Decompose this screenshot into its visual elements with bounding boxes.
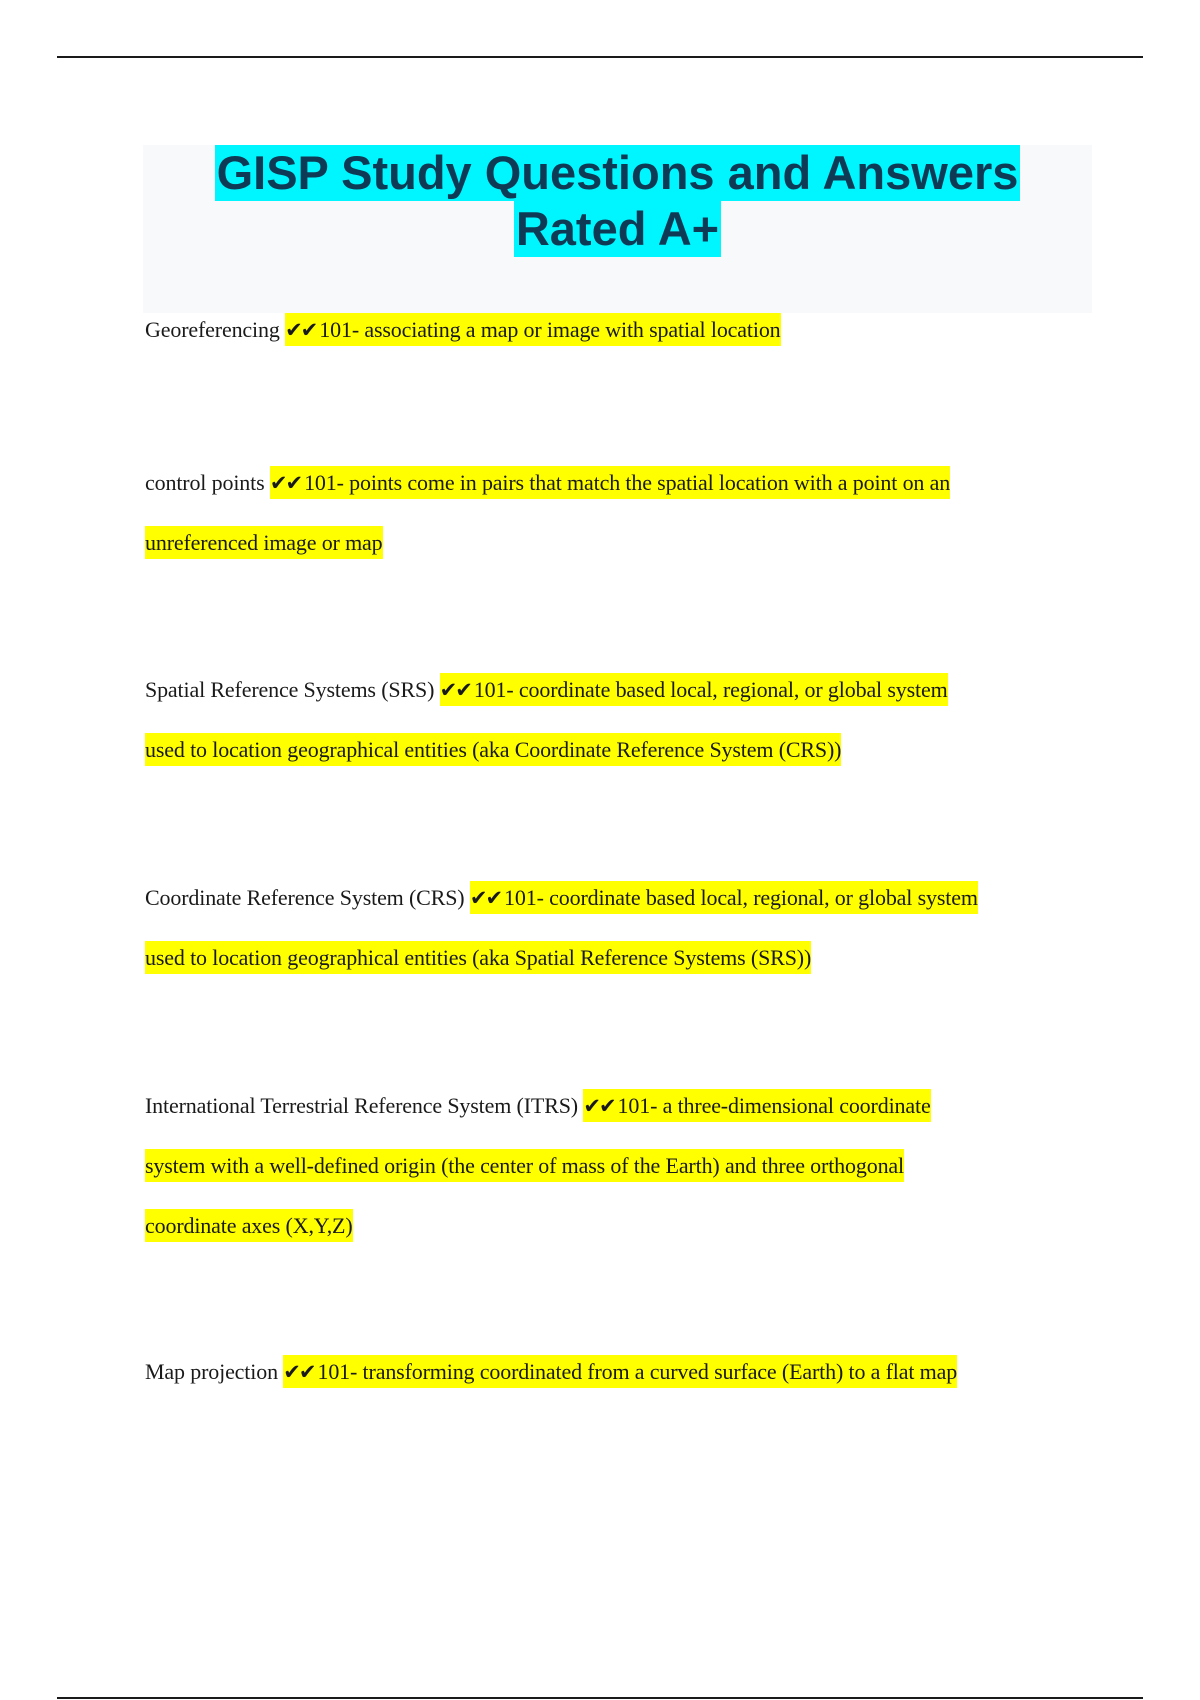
answer-highlight xyxy=(270,466,950,499)
qa-line xyxy=(145,1342,1095,1402)
qa-line xyxy=(145,868,1095,928)
answer-text: 101- transforming coordinated from a curved surface (Earth) to a flat map xyxy=(317,1359,958,1384)
double-check-icon: ✔✔ xyxy=(583,1094,615,1118)
double-check-icon: ✔✔ xyxy=(285,318,317,342)
title-block xyxy=(143,145,1092,313)
page-title-line-2: Rated A+ xyxy=(515,202,720,255)
answer-highlight xyxy=(285,313,780,346)
question-term: control points xyxy=(145,470,265,495)
qa-line xyxy=(145,1076,1095,1136)
answer-text: used to location geographical entities (aka Spatial Reference Systems (SRS)) xyxy=(145,941,811,974)
answer-text: 101- coordinate based local, regional, or global system xyxy=(504,885,978,910)
answer-text: unreferenced image or map xyxy=(145,526,383,559)
answer-highlight xyxy=(583,1089,930,1122)
question-term: Spatial Reference Systems (SRS) xyxy=(145,677,435,702)
top-rule xyxy=(57,56,1143,58)
qa-line xyxy=(145,1196,1095,1253)
page-title-line-1: GISP Study Questions and Answers xyxy=(216,146,1019,199)
qa-line xyxy=(145,453,1095,513)
answer-text: 101- points come in pairs that match the spatial location with a point on an xyxy=(304,470,951,495)
answer-highlight xyxy=(283,1355,957,1388)
qa-entry-itrs xyxy=(145,1076,1095,1253)
answer-text: 101- associating a map or image with spatial location xyxy=(319,317,781,342)
answer-text: used to location geographical entities (aka Coordinate Reference System (CRS)) xyxy=(145,733,841,766)
qa-entry-georeferencing xyxy=(145,300,1095,360)
answer-text: coordinate axes (X,Y,Z) xyxy=(145,1209,353,1242)
qa-entry-map-projection xyxy=(145,1342,1095,1402)
qa-line xyxy=(145,928,1095,988)
qa-entry-srs xyxy=(145,660,1095,780)
question-term: Map projection xyxy=(145,1359,278,1384)
qa-entry-control-points xyxy=(145,453,1095,573)
qa-line xyxy=(145,720,1095,780)
answer-highlight xyxy=(440,673,948,706)
qa-line xyxy=(145,660,1095,720)
answer-text: system with a well-defined origin (the center of mass of the Earth) and three orthogonal xyxy=(145,1149,904,1182)
answer-text: 101- coordinate based local, regional, or global system xyxy=(473,677,948,702)
qa-line xyxy=(145,1136,1095,1196)
qa-entry-crs xyxy=(145,868,1095,988)
double-check-icon: ✔✔ xyxy=(269,471,302,495)
question-term: International Terrestrial Reference System (ITRS) xyxy=(145,1093,578,1118)
double-check-icon: ✔✔ xyxy=(439,678,471,702)
double-check-icon: ✔✔ xyxy=(283,1360,315,1384)
answer-highlight xyxy=(470,881,978,914)
qa-line xyxy=(145,300,1095,360)
qa-line xyxy=(145,513,1095,573)
answer-text: 101- a three-dimensional coordinate xyxy=(617,1093,931,1118)
bottom-rule xyxy=(57,1697,1143,1699)
question-term: Georeferencing xyxy=(145,317,280,342)
question-term: Coordinate Reference System (CRS) xyxy=(145,885,465,910)
double-check-icon: ✔✔ xyxy=(469,886,502,910)
